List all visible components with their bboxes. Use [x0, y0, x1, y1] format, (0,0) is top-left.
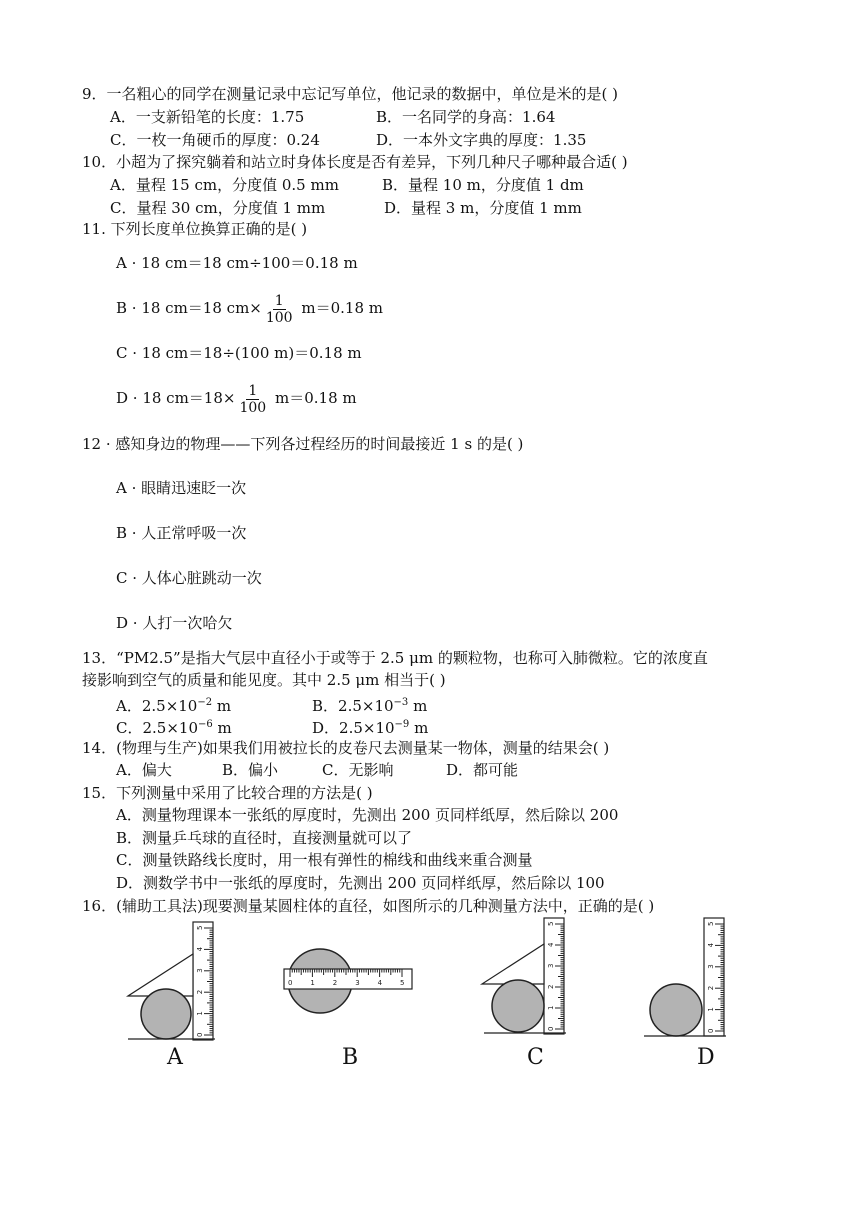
q11-option-d-numerator: 1 [248, 382, 258, 399]
q11-option-d-denominator: 100 [239, 399, 267, 416]
ruler-number: 0 [288, 979, 293, 987]
ruler-number: 3 [196, 968, 204, 973]
q14-option-c: C．无影响 [322, 761, 394, 779]
ruler-number: 0 [707, 1028, 715, 1033]
ruler-number: 1 [707, 1007, 715, 1012]
q10-option-d: D．量程 3 m，分度值 1 mm [384, 199, 582, 217]
q15-option-c: C．测量铁路线长度时，用一根有弹性的棉线和曲线来重合测量 [116, 851, 533, 869]
q11-option-d-fraction [237, 383, 268, 416]
q10-stem: 10．小超为了探究躺着和站立时身体长度是否有差异，下列几种尺子哪种最合适( ) [82, 153, 628, 171]
q13-option-a-base: A．2.5×10 [116, 697, 198, 715]
ruler-number: 5 [547, 921, 555, 926]
q13-option-d-unit: m [409, 719, 429, 737]
q9-stem: 9．一名粗心的同学在测量记录中忘记写单位，他记录的数据中，单位是米的是( ) [82, 85, 619, 103]
q12-option-d: D · 人打一次哈欠 [116, 614, 233, 632]
q15-stem: 15．下列测量中采用了比较合理的方法是( ) [82, 784, 373, 802]
figure-c-diagram [476, 914, 576, 1038]
q14-option-d: D．都可能 [446, 761, 519, 779]
figure-a-label: A [167, 1045, 183, 1070]
figure-d-label: D [697, 1045, 715, 1070]
q13-option-d-base: D．2.5×10 [312, 719, 395, 737]
q13-option-b-exponent: −3 [393, 697, 409, 708]
q11-option-b-suffix: m＝0.18 m [301, 299, 383, 317]
figure-b-diagram [280, 944, 418, 1018]
ruler-number: 4 [377, 979, 383, 987]
q9-option-b: B．一名同学的身高：1.64 [376, 108, 556, 126]
q11-option-d-suffix: m＝0.18 m [274, 389, 357, 407]
q13-option-c-base: C．2.5×10 [116, 719, 198, 737]
q15-option-a: A．测量物理课本一张纸的厚度时，先测出 200 页同样纸厚，然后除以 200 [116, 806, 619, 824]
q13-option-c-exponent: −6 [198, 719, 213, 730]
q14-option-b: B．偏小 [222, 761, 279, 779]
q15-option-d: D．测数学书中一张纸的厚度时，先测出 200 页同样纸厚，然后除以 100 [116, 874, 605, 892]
ruler-number: 4 [196, 946, 204, 952]
ruler-number: 3 [707, 964, 715, 969]
q13-stem-line2: 接影响到空气的质量和能见度。其中 2.5 μm 相当于( ) [82, 671, 446, 689]
ruler-number: 2 [332, 979, 338, 987]
figure-c-triangle [482, 944, 544, 984]
ruler-number: 5 [400, 979, 405, 987]
q12-option-c: C · 人体心脏跳动一次 [116, 569, 262, 587]
q9-option-c: C．一枚一角硬币的厚度：0.24 [110, 131, 320, 149]
ruler-number: 3 [547, 963, 555, 968]
q9-option-a: A．一支新铅笔的长度：1.75 [110, 108, 305, 126]
figure-a-diagram [120, 918, 230, 1044]
q13-option-c [116, 715, 232, 738]
figure-d-diagram [640, 914, 740, 1040]
ruler-number: 5 [196, 925, 204, 930]
q11-option-d [116, 380, 357, 416]
q11-option-b-fraction [264, 293, 295, 326]
ruler-number: 1 [310, 979, 315, 987]
q11-option-d-prefix: D · 18 cm＝18× [116, 389, 236, 407]
ruler-number: 1 [196, 1011, 204, 1016]
q12-option-a: A · 眼睛迅速眨一次 [116, 479, 247, 497]
ruler-number: 0 [196, 1032, 204, 1037]
q11-option-c: C · 18 cm＝18÷(100 m)＝0.18 m [116, 344, 362, 362]
q13-stem-line1: 13．“PM2.5”是指大气层中直径小于或等于 2.5 μm 的颗粒物，也称可入肺微粒。它的浓度直 [82, 649, 708, 667]
ruler-number: 4 [547, 942, 555, 947]
q12-stem: 12 · 感知身边的物理——下列各过程经历的时间最接近 1 s 的是( ) [82, 435, 524, 453]
q16-stem: 16．(辅助工具法)现要测量某圆柱体的直径，如图所示的几种测量方法中，正确的是( ) [82, 897, 655, 915]
ruler-number: 4 [707, 942, 715, 948]
ruler-number: 5 [707, 921, 715, 926]
figure-a-cylinder [141, 989, 191, 1039]
q11-option-b-numerator: 1 [274, 292, 284, 309]
ruler-number: 2 [547, 984, 555, 989]
ruler-number: 2 [196, 989, 204, 995]
q13-option-b-base: B．2.5×10 [312, 697, 394, 715]
figure-c-cylinder [492, 980, 544, 1032]
ruler-number: 3 [355, 979, 360, 987]
q10-option-a: A．量程 15 cm，分度值 0.5 mm [110, 176, 339, 194]
q14-stem: 14．(物理与生产)如果我们用被拉长的皮卷尺去测量某一物体，测量的结果会( ) [82, 739, 610, 757]
q12-option-b: B · 人正常呼吸一次 [116, 524, 247, 542]
q11-stem: 11. 下列长度单位换算正确的是( ) [82, 220, 308, 238]
q11-option-b-denominator: 100 [265, 309, 293, 326]
q15-option-b: B．测量乒乓球的直径时，直接测量就可以了 [116, 829, 413, 847]
q13-option-a-unit: m [212, 697, 232, 715]
q10-option-c: C．量程 30 cm，分度值 1 mm [110, 199, 326, 217]
q13-option-d-exponent: −9 [394, 719, 410, 730]
q13-option-d [312, 715, 428, 738]
q11-option-b [116, 290, 383, 326]
figure-d-cylinder [650, 984, 702, 1036]
q10-option-b: B．量程 10 m，分度值 1 dm [382, 176, 584, 194]
ruler-number: 1 [547, 1005, 555, 1010]
figure-b-label: B [342, 1045, 359, 1070]
ruler-number: 0 [547, 1026, 555, 1031]
ruler-number: 2 [707, 985, 715, 991]
q11-option-b-prefix: B · 18 cm＝18 cm× [116, 299, 262, 317]
q9-option-d: D．一本外文字典的厚度：1.35 [376, 131, 587, 149]
q13-option-b-unit: m [408, 697, 428, 715]
q14-option-a: A．偏大 [116, 761, 172, 779]
q13-option-b [312, 693, 427, 716]
figure-c-label: C [527, 1045, 544, 1070]
q13-option-a-exponent: −2 [197, 697, 213, 708]
q11-option-a: A · 18 cm＝18 cm÷100＝0.18 m [116, 254, 358, 272]
q13-option-c-unit: m [212, 719, 232, 737]
q13-option-a [116, 693, 231, 716]
